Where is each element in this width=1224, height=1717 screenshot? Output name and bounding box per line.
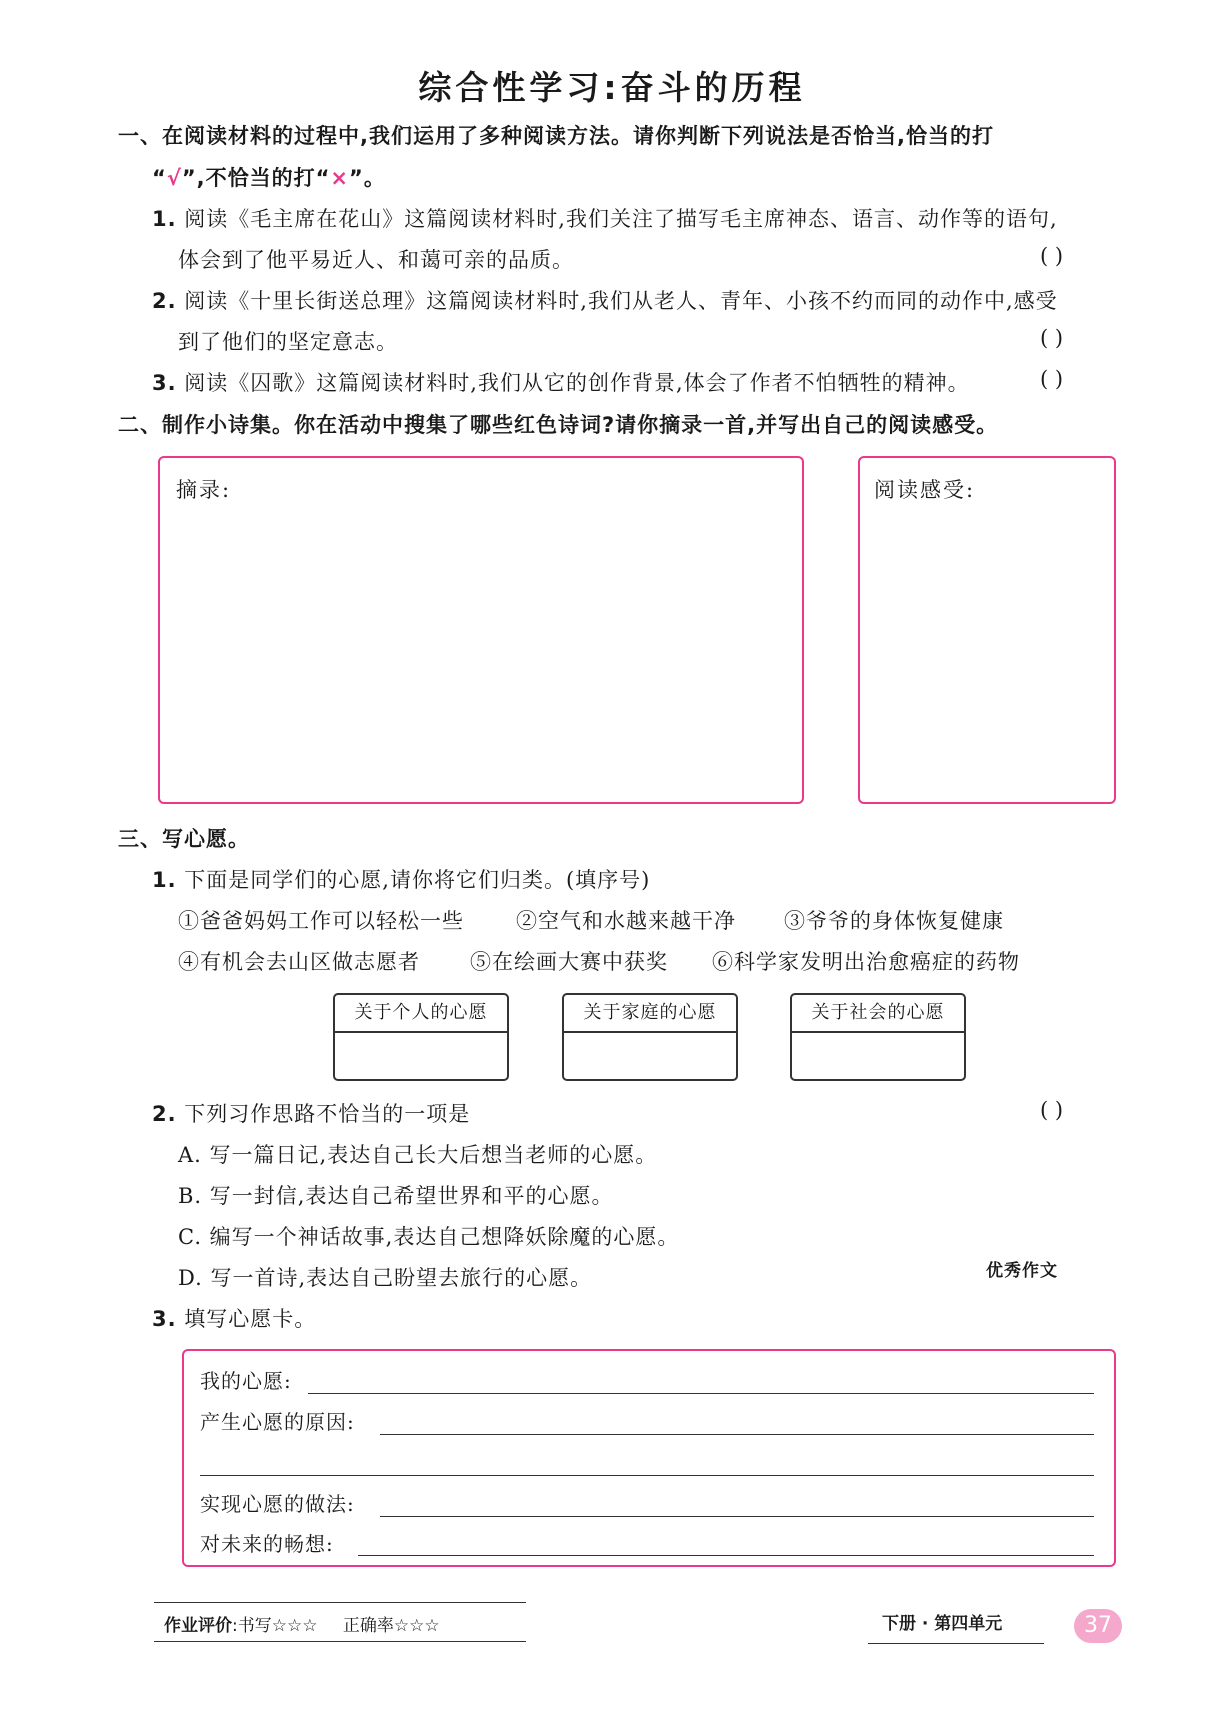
section1-heading: [118, 120, 994, 150]
item-text-line1: 阅读《毛主席在花山》这篇阅读材料时,我们关注了描写毛主席神态、语言、动作等的语句,: [184, 207, 1058, 231]
evaluation-writing: :书写☆☆☆: [232, 1616, 318, 1636]
future-answer-line[interactable]: [358, 1555, 1094, 1556]
answer-paren[interactable]: ( ): [1040, 244, 1064, 268]
q2-number: 2.: [152, 1102, 177, 1126]
q3-text: 填写心愿卡。: [184, 1307, 317, 1331]
section1-label: 一、: [118, 124, 162, 148]
excerpt-label: 摘录:: [176, 478, 232, 502]
category-society-label: 关于社会的心愿: [792, 995, 964, 1033]
section3-label: 三、: [118, 827, 162, 851]
section1-heading-line2: [152, 162, 386, 192]
q2-choice-a: A. 写一篇日记,表达自己长大后想当老师的心愿。: [178, 1143, 658, 1167]
evaluation-label: 作业评价: [164, 1616, 232, 1636]
answer-paren[interactable]: ( ): [1040, 367, 1064, 391]
homework-evaluation: [154, 1602, 526, 1642]
future-field-label: 对未来的畅想:: [200, 1532, 334, 1556]
item-number: 3.: [152, 371, 177, 395]
category-family-label: 关于家庭的心愿: [564, 995, 736, 1033]
section3-text: 写心愿。: [162, 827, 250, 851]
reason-answer-line[interactable]: [380, 1434, 1094, 1435]
section1-item-1: [152, 203, 1058, 233]
wish-answer-line[interactable]: [308, 1393, 1094, 1394]
q1-option-4: ④有机会去山区做志愿者: [178, 950, 420, 974]
item-number: 1.: [152, 207, 177, 231]
category-personal-box[interactable]: [333, 993, 509, 1081]
page-title: 综合性学习:奋斗的历程: [418, 68, 806, 107]
section1-text-c: ”。: [349, 166, 386, 190]
action-field-label: 实现心愿的做法:: [200, 1492, 355, 1516]
page-number: 37: [1074, 1609, 1122, 1643]
q1-option-1: ①爸爸妈妈工作可以轻松一些: [178, 909, 464, 933]
q2-choice-c: C. 编写一个神话故事,表达自己想降妖除魔的心愿。: [178, 1225, 680, 1249]
unit-label: 下册 · 第四单元: [882, 1614, 1003, 1634]
q2-choice-b: B. 写一封信,表达自己希望世界和平的心愿。: [178, 1184, 614, 1208]
check-mark-icon: √: [166, 166, 182, 190]
q1-option-6: ⑥科学家发明出治愈癌症的药物: [712, 950, 1020, 974]
category-society-box[interactable]: [790, 993, 966, 1081]
answer-paren[interactable]: ( ): [1040, 326, 1064, 350]
q1-option-2: ②空气和水越来越干净: [516, 909, 736, 933]
answer-paren[interactable]: ( ): [1040, 1098, 1064, 1122]
section1-item-3: [152, 367, 970, 397]
section3-heading: [118, 823, 250, 853]
evaluation-text: [164, 1611, 440, 1636]
evaluation-top-rule: [154, 1602, 526, 1603]
evaluation-accuracy: 正确率☆☆☆: [342, 1616, 440, 1636]
wish-field-label: 我的心愿:: [200, 1369, 292, 1393]
section1-text-a: “: [152, 166, 167, 190]
q1-text: 下面是同学们的心愿,请你将它们归类。(填序号): [184, 868, 651, 892]
item-text-line2: 体会到了他平易近人、和蔼可亲的品质。: [178, 248, 574, 272]
q3-prompt: [152, 1303, 316, 1333]
cross-mark-icon: ×: [330, 166, 350, 190]
feeling-label: 阅读感受:: [874, 478, 976, 502]
section2-text: 制作小诗集。你在活动中搜集了哪些红色诗词?请你摘录一首,并写出自己的阅读感受。: [162, 413, 999, 437]
section1-item-2: [152, 285, 1058, 315]
action-answer-line[interactable]: [380, 1516, 1094, 1517]
q2-prompt: [152, 1098, 470, 1128]
item-text-line2: 到了他们的坚定意志。: [178, 330, 398, 354]
reason-field-label: 产生心愿的原因:: [200, 1410, 355, 1434]
q1-prompt: [152, 864, 650, 894]
section1-text-b: ”,不恰当的打“: [181, 166, 331, 190]
q1-option-5: ⑤在绘画大赛中获奖: [470, 950, 668, 974]
section1-text-line1: 在阅读材料的过程中,我们运用了多种阅读方法。请你判断下列说法是否恰当,恰当的打: [162, 124, 994, 148]
item-text-line1: 阅读《囚歌》这篇阅读材料时,我们从它的创作背景,体会了作者不怕牺牲的精神。: [184, 371, 970, 395]
evaluation-bottom-rule: [154, 1641, 526, 1642]
q1-option-3: ③爷爷的身体恢复健康: [784, 909, 1004, 933]
unit-footer: [868, 1609, 1044, 1644]
category-personal-label: 关于个人的心愿: [335, 995, 507, 1033]
q3-number: 3.: [152, 1307, 177, 1331]
item-text-line1: 阅读《十里长街送总理》这篇阅读材料时,我们从老人、青年、小孩不约而同的动作中,感受: [184, 289, 1058, 313]
feeling-box[interactable]: [858, 456, 1116, 804]
category-family-box[interactable]: [562, 993, 738, 1081]
q2-text: 下列习作思路不恰当的一项是: [184, 1102, 471, 1126]
reason-answer-line-2[interactable]: [200, 1475, 1094, 1476]
item-number: 2.: [152, 289, 177, 313]
wish-card: [182, 1349, 1116, 1567]
q2-choice-d: D. 写一首诗,表达自己盼望去旅行的心愿。: [178, 1266, 593, 1290]
section2-label: 二、: [118, 413, 162, 437]
section2-heading: [118, 409, 998, 439]
excerpt-box[interactable]: [158, 456, 804, 804]
excellent-essay-note: 优秀作文: [986, 1261, 1058, 1281]
q1-number: 1.: [152, 868, 177, 892]
